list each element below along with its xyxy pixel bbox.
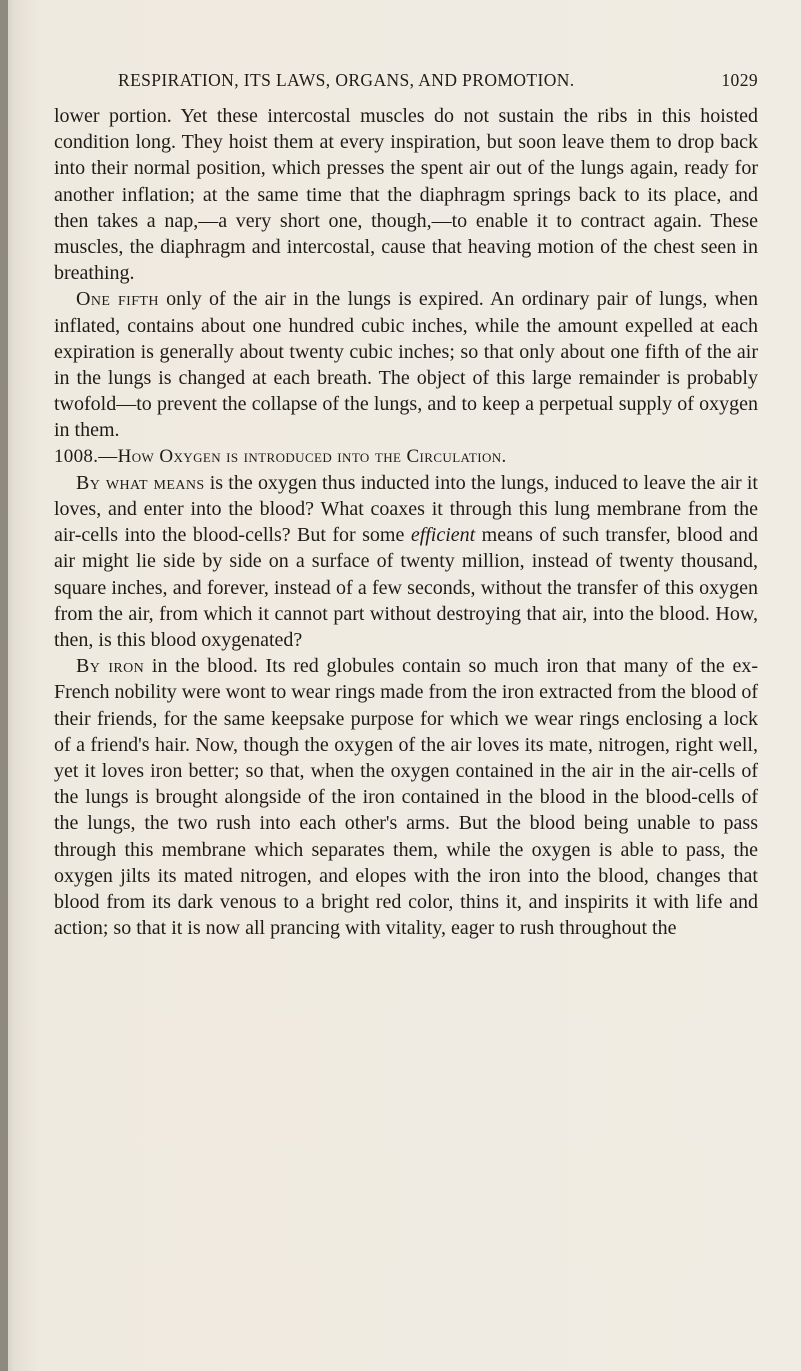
paragraph-2 — [54, 286, 758, 443]
section-number: 1008. — [54, 445, 99, 467]
paragraph-3-lead: By what means — [76, 471, 205, 494]
section-heading — [54, 444, 758, 470]
running-title: RESPIRATION, ITS LAWS, ORGANS, AND PROMOTION. — [118, 70, 575, 90]
paragraph-3-text-a: is the oxygen thus inducted into the lungs, induced to leave the air it loves, and enter into the blood? What coaxes it through this lung membrane from the air-cells into the blood-cells? But for some — [54, 471, 758, 547]
paragraph-3-text-b: means of such transfer, blood and air might lie side by side on a surface of twenty million, instead of twenty thousand, square inches, and forever, instead of a few seconds, without the transfer of this oxygen from the air, from which it cannot part without destroying that air, into the blood. How, then, is this blood oxygenated? — [54, 524, 758, 652]
section-title: —How Oxygen is introduced into the Circulation. — [98, 445, 507, 467]
page-binding-edge — [0, 0, 8, 1371]
paragraph-4-text: in the blood. Its red globules contain so much iron that many of the ex-French nobility were wont to wear rings made from the iron extracted from the blood of their friends, for the same keepsake purpose for which we wear rings enclosing a lock of a friend's hair. Now, though the oxygen of the air loves its mate, nitrogen, right well, yet it loves iron better; so that, when the oxygen contained in the air in the air-cells of the lungs is brought alongside of the iron contained in the blood in the blood-cells of the lungs, the two rush into each other's arms. But the blood being unable to pass through this membrane which separates them, while the oxygen is able to pass, the oxygen jilts its mated nitrogen, and elopes with the iron into the blood, changes that blood from its dark venous to a bright red color, thins it, and inspirits it with life and action; so that it is now all prancing with vitality, eager to rush throughout the — [54, 655, 758, 940]
paragraph-3-emphasis: efficient — [410, 524, 476, 547]
paragraph-2-text: only of the air in the lungs is expired. An ordinary pair of lungs, when inflated, contains about one hundred cubic inches, while the amount expelled at each expiration is generally about twenty cubic inches; so that only about one fifth of the air in the lungs is changed at each breath. The object of this large remainder is probably twofold—to prevent the collapse of the lungs, and to keep a perpetual supply of oxygen in them. — [54, 288, 758, 442]
page-number: 1029 — [721, 70, 758, 90]
running-header — [118, 70, 758, 91]
paragraph-4-lead: By iron — [76, 655, 145, 678]
paragraph-1-text: lower portion. Yet these intercostal muscles do not sustain the ribs in this hoisted condition long. They hoist them at every inspiration, but soon leave them to drop back into their normal position, which presses the spent air out of the lungs again, ready for another inflation; at the same time that the diaphragm springs back to its place, and then takes a nap,—a very short one, though,—to enable it to contract again. These muscles, the diaphragm and intercostal, cause that heaving motion of the chest seen in breathing. — [54, 105, 758, 285]
paragraph-2-lead: One fifth — [76, 288, 159, 311]
paragraph-4 — [54, 653, 758, 941]
paragraph-1 — [54, 103, 758, 286]
body-text — [54, 103, 758, 942]
paragraph-3 — [54, 470, 758, 653]
